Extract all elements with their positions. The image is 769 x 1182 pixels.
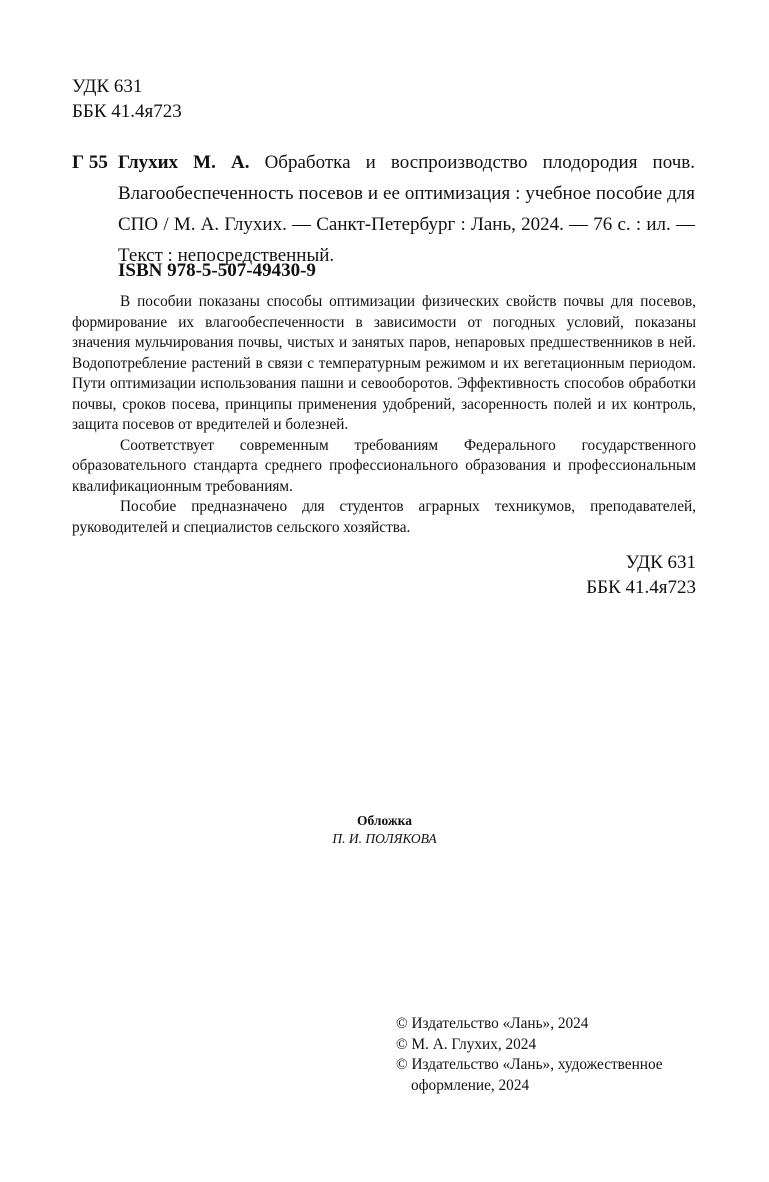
cover-artist-name: П. И. ПОЛЯКОВА (332, 831, 437, 846)
classification-bottom (586, 550, 696, 600)
catalog-code: Г 55 (72, 152, 108, 173)
abstract-paragraph: Пособие предназначено для студентов аграрных техникумов, преподавателей, руководителей и специалистов сельского хозяйства. (72, 498, 696, 536)
udk-code: УДК 631 (72, 76, 143, 97)
copyright-block (396, 1014, 716, 1096)
isbn: ISBN 978-5-507-49430-9 (118, 260, 316, 281)
bbk-code: ББК 41.4я723 (72, 101, 182, 122)
author-name: Глухих М. А. (118, 152, 250, 173)
bibliographic-description: Обработка и воспроизводство плодородия почв. Влагообеспеченность посевов и ее оптимизация : учебное пособие для СПО / М. А. Глухих. — Санкт-Петербург : Лань, 2024. — 76 с. : ил. — Текст : непосредственный. (118, 152, 696, 266)
bbk-code: ББК 41.4я723 (586, 577, 696, 598)
abstract (72, 292, 696, 538)
abstract-paragraph: Соответствует современным требованиям Федерального государственного образовательного стандарта среднего профессионального образования и профессиональным квалификационным требованиям. (72, 436, 696, 495)
cover-credit-label: Обложка (356, 813, 412, 828)
copyright-line: © Издательство «Лань», художественное оформление, 2024 (396, 1056, 663, 1094)
udk-code: УДК 631 (625, 552, 696, 573)
abstract-paragraph: В пособии показаны способы оптимизации физических свойств почвы для посевов, формирование их влагообеспеченности в зависимости от погодных условий, показаны значения мульчирования почвы, чистых и занятых паров, непаровых предшественников в ней. Водопотребление растений в связи с температурным режимом и их вегетационным периодом. Пути оптимизации использования пашни и севооборотов. Эффективность способов обработки почвы, сроков посева, принципы применения удобрений, засоренность полей и их контроль, защита посевов от вредителей и болезней. (72, 293, 696, 433)
copyright-line: © М. А. Глухих, 2024 (396, 1035, 537, 1053)
copyright-line: © Издательство «Лань», 2024 (396, 1015, 589, 1032)
classification-top (72, 74, 182, 124)
bibliographic-record (118, 147, 695, 271)
